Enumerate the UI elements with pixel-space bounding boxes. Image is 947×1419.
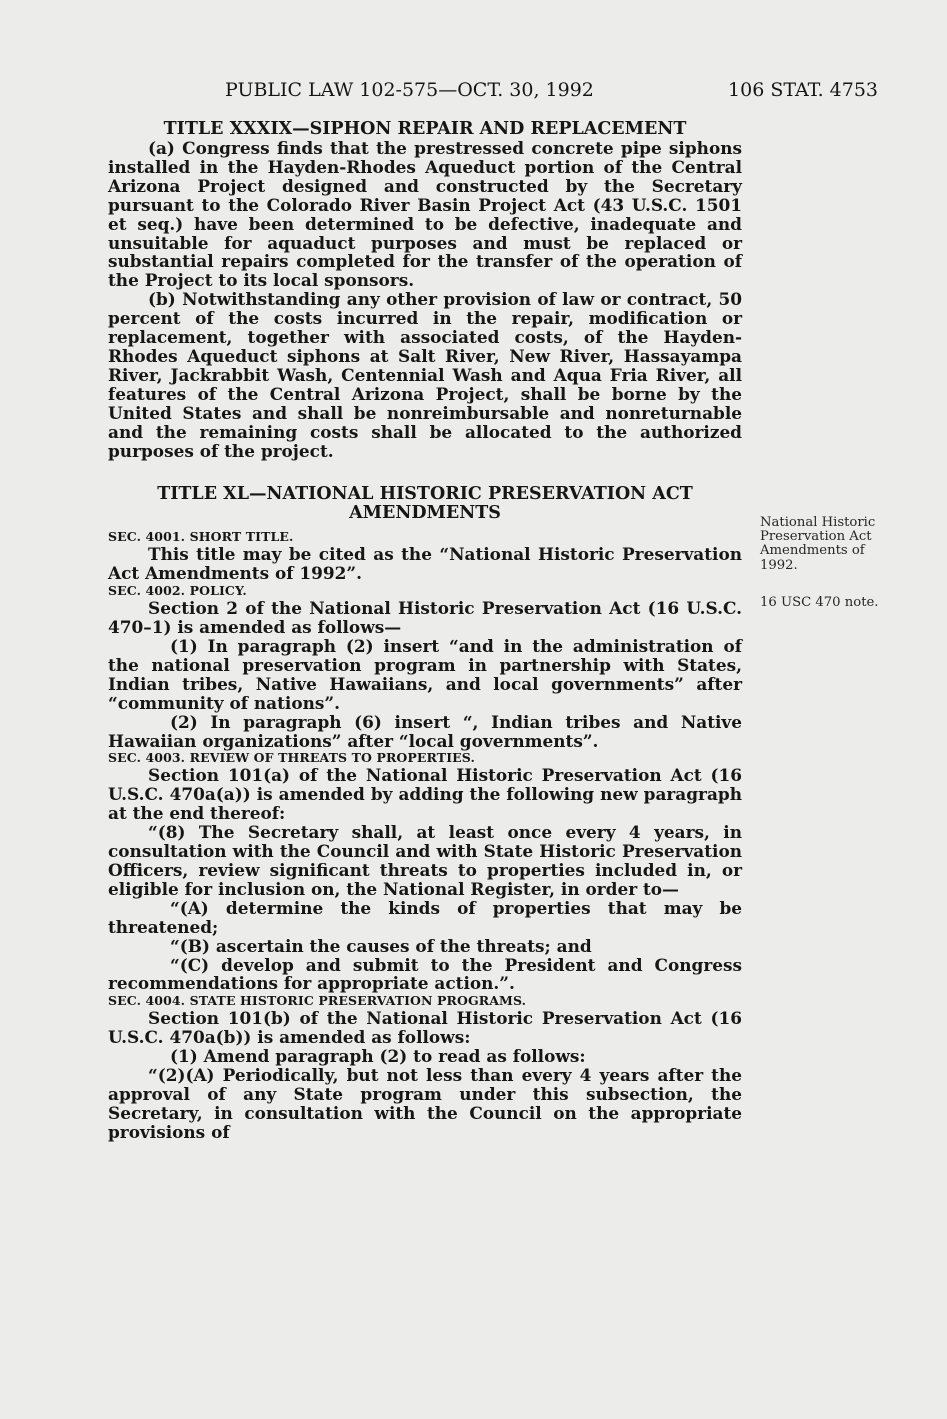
sec-4004-para-2a: “(2)(A) Periodically, but not less than every 4 years after the approval of any State program under this subsection, the Secretary, in consultation with the Council on the appropriate provisions of [108, 1065, 742, 1142]
title-xxxix-para-b: (b) Notwithstanding any other provision of law or contract, 50 percent of the costs incurred in the repair, modification or replacement, together with associated costs, of the Hayden-Rhodes Aqueduct siphons at Salt River, New River, Hassayampa River, Jackrabbit Wash, Centennial Wash and Aqua Fria River, all features of the Central Arizona Project, shall be borne by the United States and shall be nonreimbursable and nonreturnable and the remaining costs shall be allocated to the authorized purposes of the project. [108, 289, 742, 461]
sec-4004-intro: Section 101(b) of the National Historic Preservation Act (16 U.S.C. 470a(b)) is amended as follows: [108, 1008, 742, 1048]
title-xl-heading [108, 485, 742, 523]
sec-4003-para8: “(8) The Secretary shall, at least once every 4 years, in consultation with the Council and with State Historic Preservation Officers, review significant threats to properties included in, or eligible for inclusion on, the National Register, in order to— [108, 822, 742, 899]
sec-4004-heading: SEC. 4004. STATE HISTORIC PRESERVATION PROGRAMS. [108, 993, 527, 1009]
sec-4002-heading: SEC. 4002. POLICY. [108, 583, 247, 599]
main-text-column [108, 120, 742, 1142]
page-header [225, 76, 878, 104]
title-xxxix-para-a: (a) Congress finds that the prestressed concrete pipe siphons installed in the Hayden-Rhodes Aqueduct portion of the Central Arizona Project designed and constructed by the Secretary pursuant to the Colorado River Basin Project Act (43 U.S.C. 1501 et seq.) have been determined to be defective, inadequate and unsuitable for aquaduct purposes and must be replaced or substantial repairs completed for the transfer of the operation of the Project to its local sponsors. [108, 138, 742, 291]
sec-4002-intro: Section 2 of the National Historic Preservation Act (16 U.S.C. 470–1) is amended as follows— [108, 598, 742, 638]
sec-4003-intro: Section 101(a) of the National Historic Preservation Act (16 U.S.C. 470a(a)) is amended by adding the following new paragraph at the end thereof: [108, 765, 742, 824]
margin-note-short-title: National Historic Preservation Act Amendments of 1992. [760, 515, 876, 573]
sec-4003-item-c: “(C) develop and submit to the President and Congress recommendations for appropriate action.”. [108, 954, 742, 994]
sec-4003-item-b: “(B) ascertain the causes of the threats; and [170, 935, 592, 956]
sec-4004-item1: (1) Amend paragraph (2) to read as follows: [170, 1046, 586, 1067]
sec-4003-item-a: “(A) determine the kinds of properties that may be threatened; [108, 897, 742, 937]
sec-4002-item1: (1) In paragraph (2) insert “and in the administration of the national preservation program in partnership with States, Indian tribes, Native Hawaiians, and local governments” after “community of nations”. [108, 636, 742, 713]
margin-note-usc-citation: 16 USC 470 note. [760, 595, 879, 610]
title-xl-heading-line2: AMENDMENTS [349, 503, 501, 524]
title-xl-heading-line1: TITLE XL—NATIONAL HISTORIC PRESERVATION ACT [157, 484, 693, 505]
title-xxxix-heading: TITLE XXXIX—SIPHON REPAIR AND REPLACEMENT [163, 119, 687, 139]
sec-4001-text: This title may be cited as the “National Historic Preservation Act Amendments of 1992”. [108, 544, 742, 584]
sec-4003-heading: SEC. 4003. REVIEW OF THREATS TO PROPERTIES. [108, 750, 475, 766]
sec-4001-heading: SEC. 4001. SHORT TITLE. [108, 529, 294, 545]
public-law-citation: PUBLIC LAW 102-575—OCT. 30, 1992 [225, 79, 594, 101]
statute-page-number: 106 STAT. 4753 [728, 79, 878, 101]
sec-4002-item2: (2) In paragraph (6) insert “, Indian tribes and Native Hawaiian organizations” after “local governments”. [108, 711, 742, 751]
